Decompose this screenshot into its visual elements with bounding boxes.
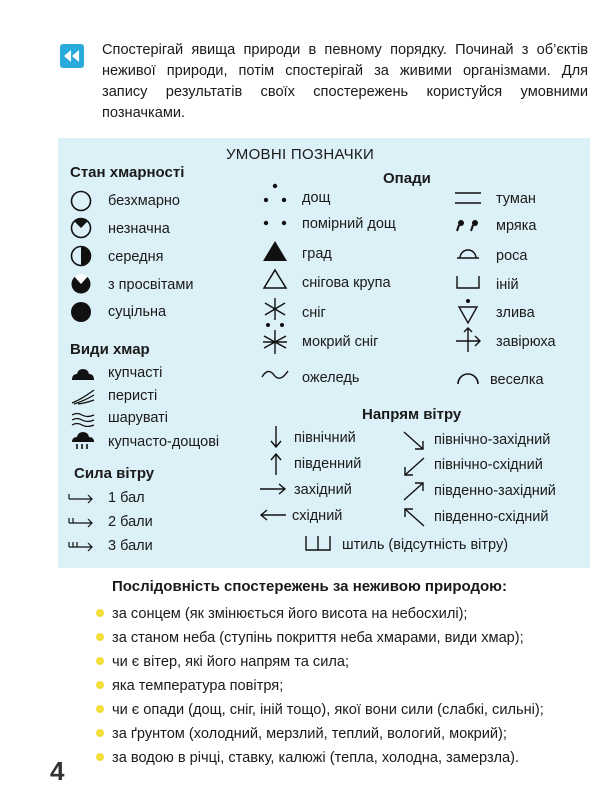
precipitation-label: помірний дощ [302,216,396,232]
wind-direction-label: північно-західний [434,432,551,448]
northeast-wind-icon [402,456,426,478]
wind-direction-label: східний [292,508,343,524]
rainbow-icon [453,368,483,386]
list-item: яка температура повітря; [96,678,283,694]
list-item: за станом неба (ступінь покриття неба хмарами, види хмар); [96,630,524,646]
wind-force-label: 3 бали [108,538,153,554]
rain-icon [260,182,290,206]
cloud-types-title: Види хмар [70,341,150,358]
precipitation-label: мокрий сніг [302,334,379,350]
half-cloud-icon [70,245,92,267]
wind-direction-label: північний [294,430,356,446]
wind-direction-title: Напрям вітру [362,406,462,423]
slight-cloud-icon [70,217,92,239]
precipitation-label: ожеледь [302,370,360,386]
page-number: 4 [50,756,65,786]
wind-direction-label: південно-західний [434,483,556,499]
wind-force-label: 2 бали [108,514,153,530]
southeast-wind-icon [402,506,426,528]
bullet-icon [96,609,104,617]
cloud-cover-label: з просвітами [108,277,194,293]
sequence-title: Послідовність спостережень за неживою природою: [112,578,507,595]
glaze-icon [260,367,290,383]
precipitation-label: снігова крупа [302,275,391,291]
wind-direction-label: західний [294,482,352,498]
snow-pellets-icon [262,268,288,290]
stratus-icon [70,411,96,427]
cumulonimbus-icon [70,431,96,451]
calm-label: штиль (відсутність вітру) [342,537,509,553]
wind-force-label: 1 бал [108,490,145,506]
wind-direction-label: південно-східний [434,509,549,525]
clear-sky-icon [70,190,92,212]
cumulus-icon [70,366,96,382]
wind-force-2-icon [66,514,96,528]
drizzle-icon [453,216,483,234]
bullet-icon [96,633,104,641]
dew-icon [453,246,483,262]
cloud-type-label: купчасто-дощові [108,434,220,450]
list-item: за сонцем (як змінюється його висота на небосхилі); [96,606,468,622]
precipitation-label: сніг [302,305,326,321]
snow-icon [262,296,288,322]
precipitation-label: мряка [496,218,537,234]
southwest-wind-icon [402,480,426,502]
cloud-cover-label: безхмарно [108,193,180,209]
precipitation-label: дощ [302,190,331,206]
precipitation-label: іній [496,277,519,293]
intro-text: Спостерігай явища природи в певному порядку. Починай з об’єктів неживої природи, потім спостерігай за живими організмами. Для запису результатів своїх спостережень користуйся умовними позначками. [102,42,588,121]
precipitation-label: град [302,246,332,262]
bullet-icon [96,657,104,665]
moderate-rain-icon [260,216,290,230]
west-wind-icon [258,482,288,496]
precipitation-label: завірюха [496,334,556,350]
precipitation-title: Опади [383,170,431,187]
cirrus-icon [70,387,96,405]
east-wind-icon [258,508,288,522]
wind-direction-label: північно-східний [434,457,543,473]
list-item: чи є вітер, які його напрям та сила; [96,654,349,670]
cloud-cover-title: Стан хмарності [70,164,185,181]
north-wind-icon [266,424,286,450]
overcast-icon [70,301,92,323]
south-wind-icon [266,451,286,477]
calm-icon [304,534,332,552]
blizzard-icon [453,324,483,354]
cloud-cover-label: незначна [108,221,170,237]
cloud-type-label: купчасті [108,365,163,381]
bullet-icon [96,753,104,761]
cloud-type-label: шаруваті [108,410,168,426]
wind-force-3-icon [66,538,96,552]
bullet-icon [96,729,104,737]
precipitation-label: роса [496,248,528,264]
hoarfrost-icon [453,274,483,290]
cloud-cover-label: суцільна [108,304,167,320]
legend-title: УМОВНІ ПОЗНАЧКИ [225,146,375,163]
northwest-wind-icon [402,430,426,452]
cloud-cover-label: середня [108,249,164,265]
shower-icon [453,298,483,326]
list-item: за ґрунтом (холодний, мерзлий, теплий, вологий, мокрий); [96,726,507,742]
precipitation-label: злива [496,305,535,321]
wind-force-title: Сила вітру [74,465,155,482]
bullet-icon [96,681,104,689]
list-item: за водою в річці, ставку, калюжі (тепла, холодна, замерзла). [96,750,519,766]
fog-icon [453,190,483,206]
precipitation-label: веселка [490,372,544,388]
list-item: чи є опади (дощ, сніг, іній тощо), якої вони сили (слабкі, сильні); [96,702,544,718]
hail-icon [262,240,288,262]
wind-direction-label: південний [294,456,362,472]
precipitation-label: туман [496,191,536,207]
bullet-icon [96,705,104,713]
rewind-icon [60,44,84,68]
cloud-type-label: перисті [108,388,158,404]
wind-force-1-icon [66,490,96,504]
sleet-icon [260,322,290,356]
broken-cloud-icon [70,273,92,295]
